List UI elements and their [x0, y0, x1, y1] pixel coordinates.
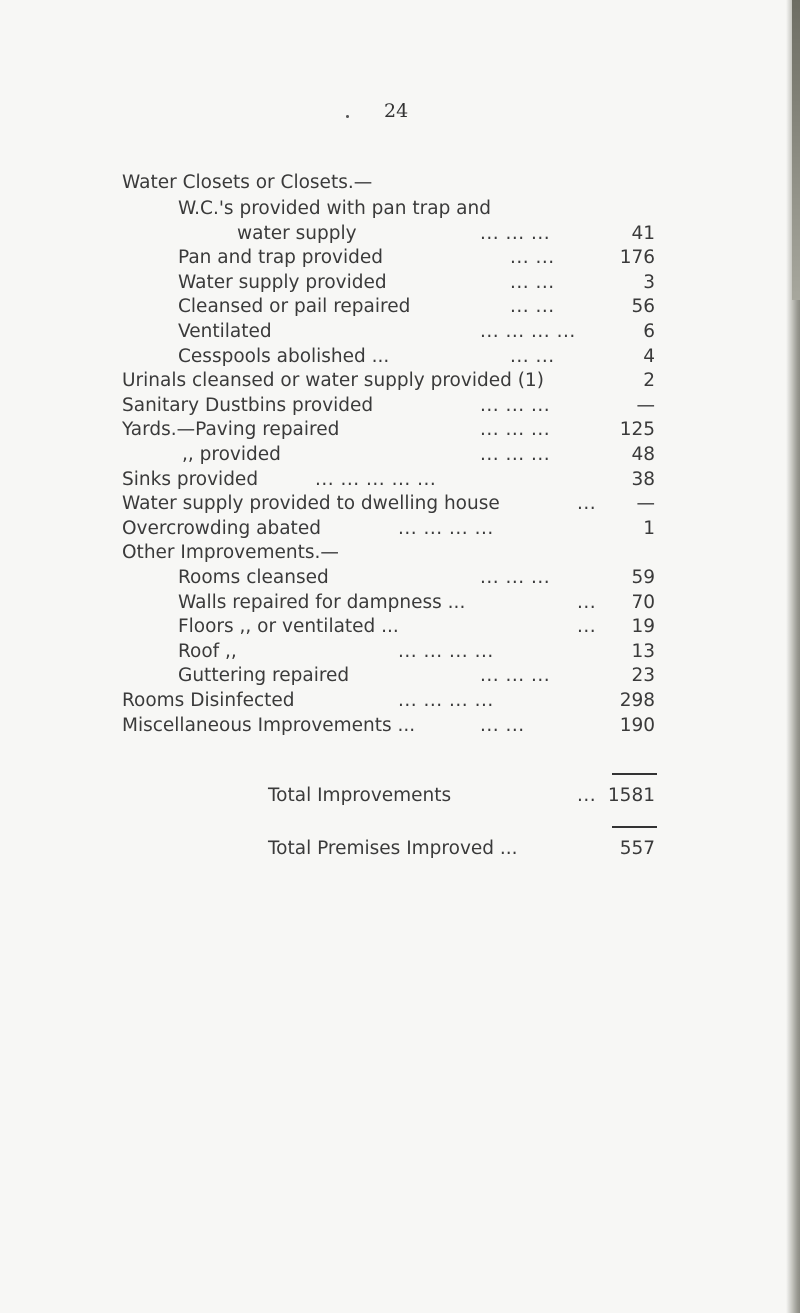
item-value: —: [636, 493, 655, 515]
item-leaders: ... ...: [510, 271, 555, 293]
item-value: 41: [631, 222, 655, 244]
item-value: 13: [631, 640, 655, 662]
total-improvements-label: Total Improvements: [268, 785, 452, 806]
item-leaders: ... ...: [510, 345, 555, 367]
item-label: water supply: [237, 222, 357, 244]
total-rule-bottom: [612, 826, 657, 828]
item-leaders: ... ... ...: [480, 665, 551, 687]
item-label: Yards.—Paving repaired: [122, 419, 340, 441]
item-value: 3: [643, 271, 655, 293]
printer-dot: [346, 115, 349, 118]
item-leaders: ...: [577, 591, 597, 613]
item-value: 298: [619, 690, 655, 711]
item-label: Floors ,, or ventilated ...: [178, 616, 399, 638]
item-value: 56: [631, 296, 655, 318]
item-value: 125: [619, 419, 655, 441]
item-value: 38: [631, 468, 655, 490]
page-edge-shadow-top: [792, 0, 800, 300]
item-label: Roof ,,: [178, 640, 237, 662]
item-value: 19: [631, 616, 655, 638]
item-leaders: ... ...: [510, 247, 555, 269]
item-leaders: ... ...: [480, 714, 525, 736]
item-label: Water supply provided to dwelling house: [122, 493, 500, 515]
item-value: 176: [619, 247, 655, 269]
item-label: W.C.'s provided with pan trap and: [178, 198, 491, 219]
item-label: ,, provided: [182, 444, 281, 465]
item-leaders: ... ... ...: [480, 222, 551, 244]
item-leaders: ... ... ... ...: [398, 690, 494, 711]
item-leaders: ... ... ... ...: [480, 321, 576, 342]
item-label: Sanitary Dustbins provided: [122, 394, 374, 416]
item-value: —: [636, 394, 655, 416]
item-value: 70: [631, 591, 655, 613]
total-premises-value: 557: [619, 838, 655, 859]
item-leaders: ... ... ...: [480, 419, 551, 441]
item-value: 23: [631, 665, 655, 687]
item-leaders: ... ... ... ...: [398, 517, 494, 539]
item-value: 190: [619, 714, 655, 736]
item-leaders: ... ... ...: [480, 567, 551, 588]
item-value: 6: [643, 321, 655, 342]
heading-text: Water Closets or Closets.—: [122, 172, 373, 193]
item-label: Rooms Disinfected: [122, 690, 295, 711]
page-number: 24: [384, 100, 409, 122]
item-value: 48: [631, 444, 655, 465]
item-label: Water supply provided: [178, 271, 387, 293]
item-label: Cleansed or pail repaired: [178, 296, 411, 318]
item-leaders: ... ... ... ... ...: [315, 468, 437, 490]
item-label: Cesspools abolished ...: [178, 345, 390, 367]
total-improvements-leaders: ...: [577, 785, 597, 806]
item-leaders: ... ... ...: [480, 444, 551, 465]
item-leaders: ... ... ... ...: [398, 640, 494, 662]
item-value: 59: [631, 567, 655, 588]
total-premises-label: Total Premises Improved ...: [268, 838, 518, 859]
item-leaders: ...: [577, 616, 597, 638]
item-label: Overcrowding abated: [122, 517, 321, 539]
item-leaders: ... ...: [510, 296, 555, 318]
total-improvements-value: 1581: [607, 785, 655, 806]
item-label: Guttering repaired: [178, 665, 350, 687]
item-label: Rooms cleansed: [178, 567, 329, 588]
item-label: Pan and trap provided: [178, 247, 383, 269]
item-label: Sinks provided: [122, 468, 259, 490]
item-label: Urinals cleansed or water supply provided (1): [122, 370, 544, 392]
item-value: 1: [643, 517, 655, 539]
item-label: Miscellaneous Improvements ...: [122, 714, 416, 736]
total-rule-top: [612, 773, 657, 775]
item-leaders: ... ... ...: [480, 394, 551, 416]
item-label: Other Improvements.—: [122, 542, 339, 564]
item-label: Walls repaired for dampness ...: [178, 591, 466, 613]
item-value: 2: [643, 370, 655, 392]
item-leaders: ...: [577, 493, 597, 515]
item-label: Ventilated: [178, 321, 272, 342]
item-value: 4: [643, 345, 655, 367]
